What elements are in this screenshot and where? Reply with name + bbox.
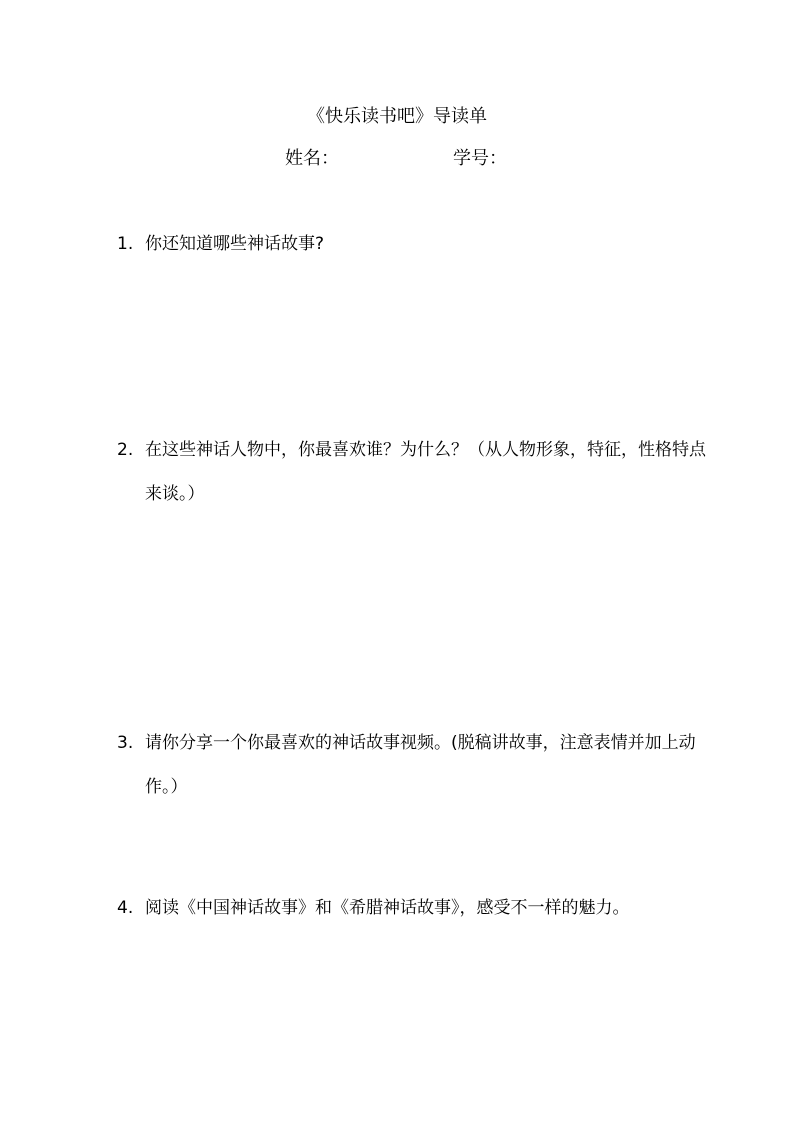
question-4 (117, 886, 717, 930)
student-info-row (0, 146, 794, 172)
question-number: 2. (117, 440, 134, 460)
question-number: 4. (117, 898, 134, 918)
page-title: 《快乐读书吧》导读单 (307, 106, 487, 127)
student-id-label: 学号： (453, 148, 507, 169)
question-1 (117, 222, 717, 266)
question-number: 3. (117, 733, 134, 753)
question-3 (117, 721, 717, 809)
question-text: 请你分享一个你最喜欢的神话故事视频。(脱稿讲故事，注意表情并加上动作。） (145, 733, 696, 797)
question-2 (117, 428, 717, 516)
question-number: 1. (117, 234, 134, 254)
name-label: 姓名： (285, 148, 339, 169)
question-text: 阅读《中国神话故事》和《希腊神话故事》，感受不一样的魅力。 (145, 898, 630, 918)
question-text: 在这些神话人物中，你最喜欢谁？为什么？（从人物形象，特征，性格特点来谈。） (145, 440, 706, 504)
question-text: 你还知道哪些神话故事? (145, 234, 325, 254)
